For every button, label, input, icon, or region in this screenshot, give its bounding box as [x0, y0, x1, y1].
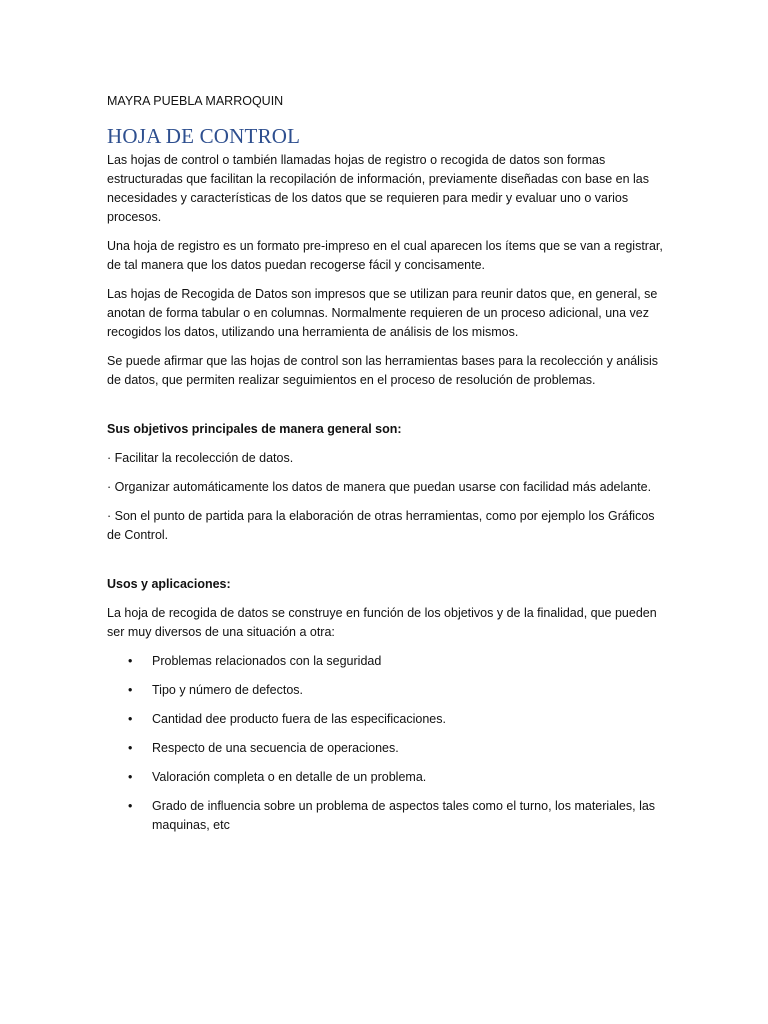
- paragraph-recogida: Las hojas de Recogida de Datos son impresos que se utilizan para reunir datos que, en general, se anotan de forma tabular o en columnas. Normalmente requieren de un proceso adicional, una vez recogidos los datos, utilizando una herramienta de análisis de los mismos.: [107, 287, 658, 339]
- paragraph-definition: Las hojas de control o también llamadas hojas de registro o recogida de datos son formas estructuradas que facilitan la recopilación de información, previamente diseñadas con base en las necesidades y características de los datos que se requieren para medir y evaluar uno o varios procesos.: [107, 153, 649, 224]
- paragraph-herramientas: Se puede afirmar que las hojas de control son las herramientas bases para la recolección y análisis de datos, que permiten realizar seguimientos en el proceso de resolución de problemas.: [107, 354, 658, 387]
- list-item-text: Respecto de una secuencia de operaciones.: [152, 741, 399, 755]
- uses-heading: Usos y aplicaciones:: [107, 577, 231, 591]
- bullet-icon: •: [128, 654, 133, 668]
- bullet-icon: •: [128, 799, 133, 813]
- document-title: HOJA DE CONTROL: [107, 124, 301, 148]
- list-item: [107, 768, 669, 787]
- list-item: [107, 652, 669, 671]
- bullet-icon: •: [128, 712, 133, 726]
- objective-item: · Organizar automáticamente los datos de manera que puedan usarse con facilidad más adelante.: [107, 480, 652, 494]
- list-item-text: Grado de influencia sobre un problema de aspectos tales como el turno, los materiales, las maquinas, etc: [152, 799, 656, 832]
- paragraph-registro: Una hoja de registro es un formato pre-impreso en el cual aparecen los ítems que se van a registrar, de tal manera que los datos puedan recogerse fácil y concisamente.: [107, 239, 663, 272]
- bullet-icon: •: [128, 683, 133, 697]
- list-item-text: Problemas relacionados con la seguridad: [152, 654, 382, 668]
- bullet-icon: •: [128, 770, 133, 784]
- objectives-heading: Sus objetivos principales de manera general son:: [107, 422, 402, 436]
- objective-item: · Son el punto de partida para la elaboración de otras herramientas, como por ejemplo los Gráficos de Control.: [107, 509, 655, 542]
- uses-list: [107, 652, 669, 835]
- uses-intro: La hoja de recogida de datos se construye en función de los objetivos y de la finalidad, que pueden ser muy diversos de una situación a otra:: [107, 606, 657, 639]
- author-name: MAYRA PUEBLA MARROQUIN: [107, 94, 284, 108]
- list-item: [107, 797, 669, 835]
- list-item: [107, 739, 669, 758]
- list-item: [107, 681, 669, 700]
- document-body: [107, 92, 669, 845]
- list-item-text: Valoración completa o en detalle de un problema.: [152, 770, 427, 784]
- list-item: [107, 710, 669, 729]
- objective-item: · Facilitar la recolección de datos.: [107, 451, 294, 465]
- bullet-icon: •: [128, 741, 133, 755]
- list-item-text: Cantidad dee producto fuera de las especificaciones.: [152, 712, 446, 726]
- list-item-text: Tipo y número de defectos.: [152, 683, 304, 697]
